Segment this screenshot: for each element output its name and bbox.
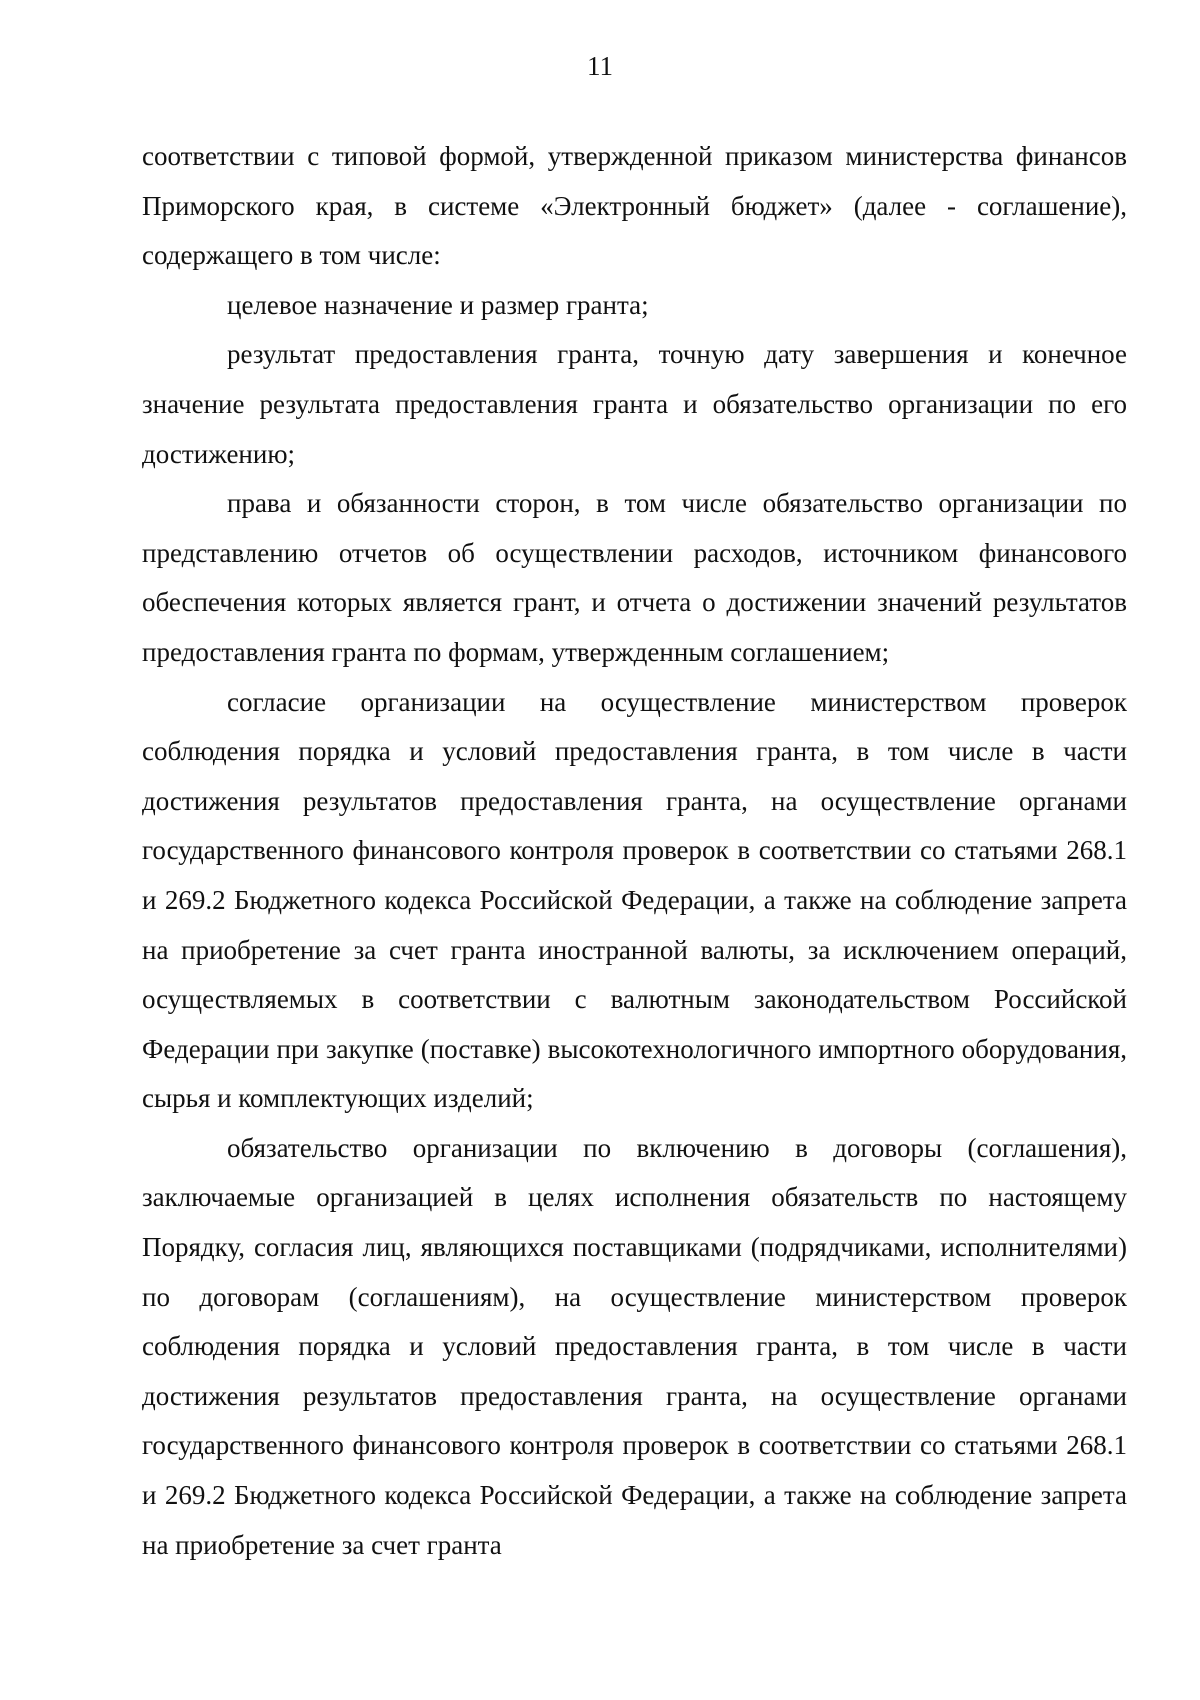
page-number: 11: [587, 51, 613, 81]
paragraph-audit-consent: согласие организации на осуществление министерством проверок соблюдения порядка и условий предоставления гранта, в том числе в части достижения результатов предоставления гранта, на осуществление органами государственного финансового контроля проверок в соответствии со статьями 268.1 и 269.2 Бюджетного кодекса Российской Федерации, а также на соблюдение запрета на приобретение за счет гранта иностранной валюты, за исключением операций, осуществляемых в соответствии с валютным законодательством Российской Федерации при закупке (поставке) высокотехнологичного импортного оборудования, сырья и комплектующих изделий;: [142, 686, 1127, 1114]
document-body: [142, 132, 1127, 1570]
paragraph-rights-obligations: права и обязанности сторон, в том числе обязательство организации по представлению отчетов об осуществлении расходов, источником финансового обеспечения которых является грант, и отчета о достижении значений результатов предоставления гранта по формам, утвержденным соглашением;: [142, 488, 1127, 667]
paragraph-continuation: соответствии с типовой формой, утвержденной приказом министерства финансов Приморского края, в системе «Электронный бюджет» (далее - соглашение), содержащего в том числе:: [142, 141, 1127, 271]
paragraph-grant-purpose: целевое назначение и размер гранта;: [227, 289, 649, 320]
paragraph-contract-obligation: обязательство организации по включению в договоры (соглашения), заключаемые организацией в целях исполнения обязательств по настоящему Порядку, согласия лиц, являющихся поставщиками (подрядчиками, исполнителями) по договорам (соглашениям), на осуществление министерством проверок соблюдения порядка и условий предоставления гранта, в том числе в части достижения результатов предоставления гранта, на осуществление органами государственного финансового контроля проверок в соответствии со статьями 268.1 и 269.2 Бюджетного кодекса Российской Федерации, а также на соблюдение запрета на приобретение за счет гранта: [142, 1132, 1127, 1560]
paragraph-grant-result: результат предоставления гранта, точную дату завершения и конечное значение результата предоставления гранта и обязательство организации по его достижению;: [142, 339, 1127, 469]
